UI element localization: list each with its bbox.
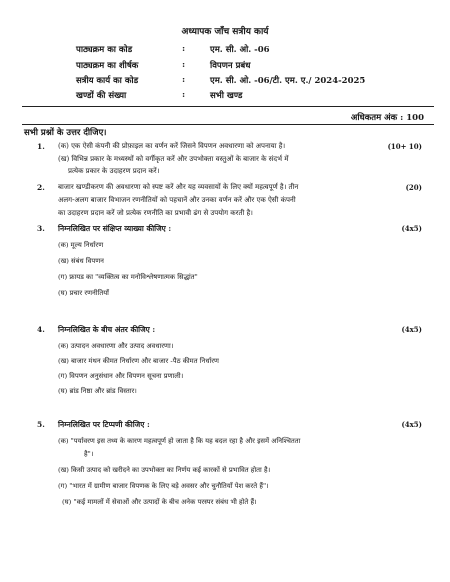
- course-code-label: पाठ्यक्रम का कोड: [76, 45, 133, 55]
- sub-question: (ख) संबंध विपणन: [58, 257, 104, 265]
- sub-question: (घ) प्रचार रणनीतियाँ: [58, 289, 109, 297]
- meta-colon: :: [182, 90, 186, 100]
- question-line: बाजार खण्डीकरण की अवधारणा को स्पष्ट करें और यह व्यवसायों के लिए क्यों महत्वपूर्ण है। तीन: [58, 183, 299, 191]
- question-number: 2.: [37, 183, 45, 192]
- document-title: अध्यापक जाँच सत्रीय कार्य: [181, 27, 269, 37]
- blocks-count-value: सभी खण्ड: [210, 91, 243, 101]
- sub-question: (ख) किसी उत्पाद को खरीदने का उपभोक्ता का निर्णय कई कारकों से प्रभावित होता है।: [58, 466, 271, 474]
- question-line: अलग-अलग बाजार विभाजन रणनीतियों को पहचानें और उनका वर्णन करें और एक ऐसी कंपनी: [58, 196, 296, 204]
- question-marks: (4x5): [401, 325, 422, 334]
- max-marks-divider: [22, 124, 434, 125]
- meta-colon: :: [182, 75, 186, 85]
- sub-question: (ग) फ्रायड का "व्यक्तित्व का मनोविश्लेषणात्मक सिद्धांत": [58, 273, 198, 281]
- question-marks: (20): [405, 183, 422, 192]
- question-line: (ख) विभिन्न प्रकार के मध्यस्थों को वर्गीकृत करें और उपभोक्ता वस्तुओं के बाजार के संदर्भ में: [58, 155, 289, 163]
- sub-question: (घ) ब्रांड निष्ठा और ब्रांड विस्तार।: [58, 387, 137, 395]
- blocks-count-label: खण्डों की संख्या: [76, 91, 127, 101]
- question-heading: निम्नलिखित के बीच अंतर कीजिए :: [58, 325, 156, 334]
- course-code-value: एम. सी. ओ. -06: [210, 45, 270, 55]
- sub-question: (क) "पर्यावरण इस तथ्य के कारण महत्वपूर्ण हो जाता है कि यह बदल रहा है और इसमें अनिश्चितता: [58, 437, 301, 445]
- sub-question: (घ) "कई मामलों में सेवाओं और उत्पादों के बीच अनेक परस्पर संबंध भी होते हैं।: [62, 498, 257, 506]
- sub-question: (ग) विपणन अनुसंधान और विपणन सूचना प्रणाली।: [58, 372, 184, 380]
- sub-question: (क) मूल्य निर्धारण: [58, 241, 104, 249]
- assignment-code-label: सत्रीय कार्य का कोड: [76, 76, 139, 86]
- question-heading: निम्नलिखित पर संक्षिप्त व्याख्या कीजिए :: [58, 224, 172, 233]
- question-line: का उदाहरण प्रदान करें जो प्रत्येक रणनीति का प्रभावी ढंग से उपयोग करती है।: [58, 209, 253, 217]
- course-title-value: विपणन प्रबंध: [210, 61, 251, 71]
- assignment-code-value: एम. सी. ओ. -06/टी. एम. ए./ 2024-2025: [210, 76, 366, 86]
- sub-question: (ख) बाजार मंथन कीमत निर्धारण और बाजार -पैठ कीमत निर्धारण: [58, 357, 219, 365]
- question-number: 1.: [37, 142, 45, 151]
- question-marks: (10+ 10): [387, 142, 422, 151]
- sub-question: (क) उत्पादन अवधारणा और उत्पाद अवधारणा।: [58, 342, 174, 350]
- question-marks: (4x5): [401, 420, 422, 429]
- question-line: (क) एक ऐसी कंपनी की प्रोफ़ाइल का वर्णन करें जिसने विपणन अवधारणा को अपनाया है।: [58, 142, 286, 150]
- meta-colon: :: [182, 44, 186, 54]
- meta-colon: :: [182, 60, 186, 70]
- question-line: प्रत्येक प्रकार के उदाहरण प्रदान करें।: [68, 167, 160, 175]
- question-heading: निम्नलिखित पर टिप्पणी कीजिए :: [58, 420, 150, 429]
- max-marks: अधिकतम अंक : 100: [350, 113, 424, 123]
- course-title-label: पाठ्यक्रम का शीर्षक: [76, 61, 139, 71]
- sub-question: (ग) "भारत में ग्रामीण बाजार विपणक के लिए बड़े अवसर और चुनौतियाँ पेश करते हैं"।: [58, 482, 269, 490]
- question-marks: (4x5): [401, 224, 422, 233]
- header-divider: [22, 106, 434, 107]
- instruction: सभी प्रश्नों के उत्तर दीजिए।: [24, 128, 107, 138]
- sub-question: है"।: [84, 450, 94, 458]
- question-number: 5.: [37, 420, 45, 429]
- question-number: 3.: [37, 224, 45, 233]
- question-number: 4.: [37, 325, 45, 334]
